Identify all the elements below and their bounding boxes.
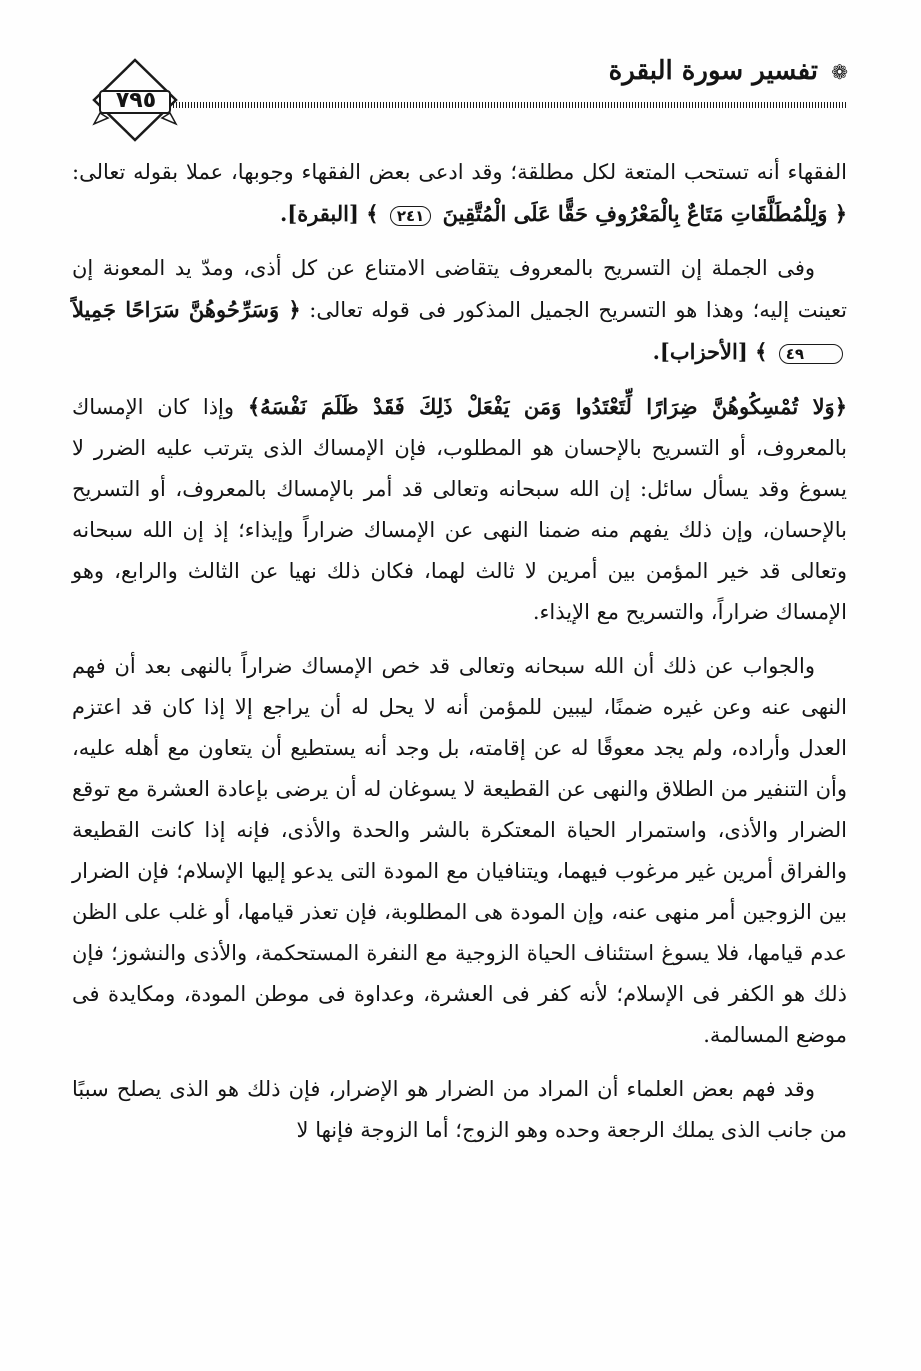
verse-number-marker: ٢٤١ [390,206,431,226]
quran-verse: ﴿وَلا تُمْسِكُوهُنَّ ضِرَارًا لِّتَعْتَدُوا وَمَن يَفْعَلْ ذَلِكَ فَقَدْ ظَلَمَ نَفْسَهُ﴾ [247,394,847,419]
header-ornament-icon: ❁ [831,60,848,84]
paragraph-5: وقد فهم بعض العلماء أن المراد من الضرار هو الإضرار، فإن ذلك هو الذى يصلح سببًا من جانب الذى يملك الرجعة وحده وهو الزوج؛ أما الزوجة فإنها لا [72,1077,847,1142]
verse-number-marker: ٤٩ [779,344,843,364]
paragraph-text: وفى الجملة إن التسريح بالمعروف يتقاضى الامتناع عن كل أذى، ومدّ يد المعونة إن تعينت إليه؛ وهذا هو التسريح الجميل المذكور فى قوله تعالى: [72,256,847,322]
quran-verse: ﴿ وَلِلْمُطَلَّقَاتِ مَتَاعٌ بِالْمَعْرُوفِ حَقًّا عَلَى الْمُتَّقِينَ [435,201,847,226]
paragraph-2 [72,248,847,373]
paragraph-3 [72,386,847,633]
paragraph-1 [72,152,847,235]
verse-citation: ﴾ [الأحزاب]. [652,339,775,364]
body-text [72,152,847,1164]
verse-citation: ﴾ [البقرة]. [279,201,386,226]
page-number: ٧٩٥ [115,88,157,113]
paragraph-text: الفقهاء أنه تستحب المتعة لكل مطلقة؛ وقد ادعى بعض الفقهاء وجوبها، عملا بقوله تعالى: [72,160,847,184]
paragraph-text: وإذا كان الإمساك بالمعروف، أو التسريح بالإحسان هو المطلوب، فإن الإمساك الذى يترتب عليه الضرر لا يسوغ وقد يسأل سائل: إن الله سبحانه وتعالى قد أمر بالإمساك بالمعروف، أو التسريح بالإحسان، وإن ذلك يفهم منه ضمنا النهى عن الإمساك ضراراً وإيذاء؛ إذ إن الله سبحانه وتعالى قد خير المؤمن بين أمرين لا ثالث لهما، فكان ذلك نهيا عن الثالث والرابع، وهو الإمساك ضراراً، والتسريح مع الإيذاء. [72,395,847,624]
header-rule [164,102,848,108]
page-header [78,52,856,142]
running-title: تفسير سورة البقرة [608,56,818,86]
quran-verse: ﴿ وَسَرِّحُوهُنَّ سَرَاحًا جَمِيلاً [72,297,301,322]
paragraph-4: والجواب عن ذلك أن الله سبحانه وتعالى قد خص الإمساك ضراراً بالنهى بعد أن فهم النهى عنه وعن غيره ضمنًا، ليبين للمؤمن أنه لا يحل له أن يراجع إلا إذا كان قد اعتزم العدل وأراده، ولم يجد معوقًا له عن إقامته، بل وجد أنه يستطيع أن يتعاون مع أهله عليه، وأن التنفير من الطلاق والنهى عن القطيعة لا يسوغان له أن يرضى بإعادة العشرة مع توقع الضرار والأذى، واستمرار الحياة المعتكرة بالشر والحدة والأذى، فإنه إذا كانت القطيعة والفراق أمرين غير مرغوب فيهما، ويتنافيان مع المودة التى يدعو إليها الإسلام؛ فإن الضرار بين الزوجين أمر منهى عنه، وإن المودة هى المطلوبة، فإن تعذر قيامها، أو غلب على الظن عدم قيامها، فلا يسوغ استئناف الحياة الزوجية مع النفرة المستحكمة، والأذى والنشوز؛ فإن ذلك هو الكفر فى الإسلام؛ لأنه كفر فى العشرة، وعداوة فى موطن المودة، ومكايدة فى موضع المسالمة. [72,654,847,1047]
